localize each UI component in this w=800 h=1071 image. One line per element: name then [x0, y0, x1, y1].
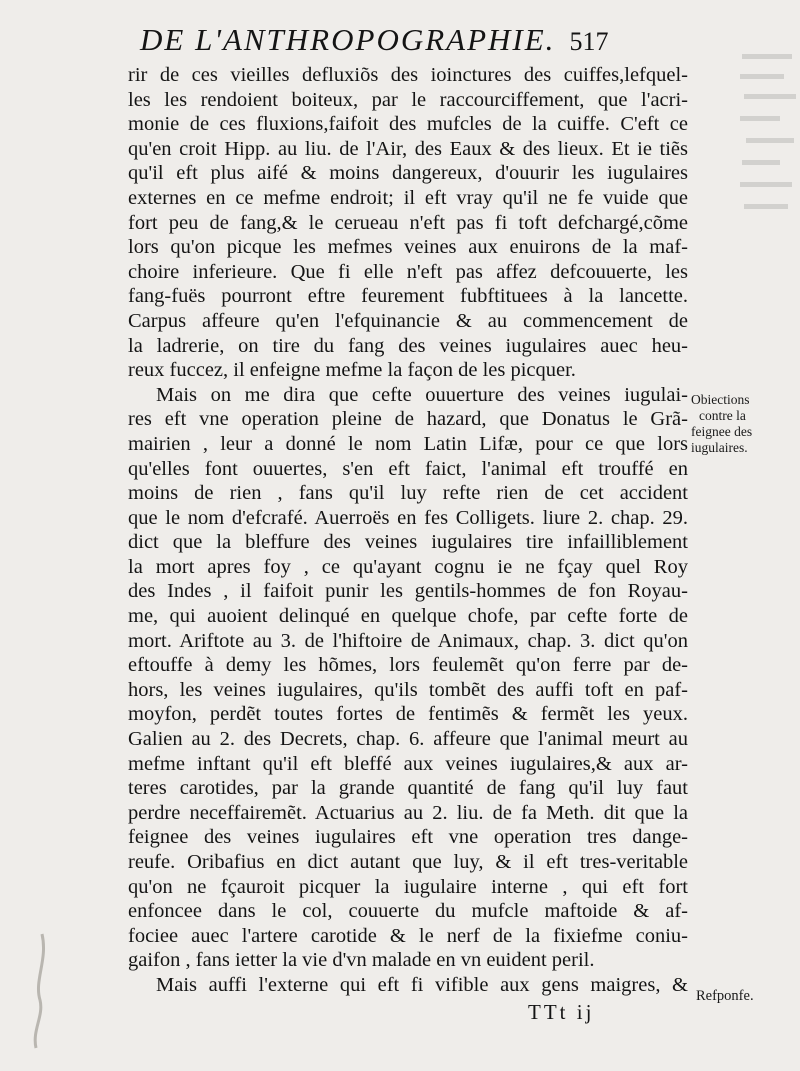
text-line: perdre neceffairemẽt. Actuarius au 2. liu. de fa Meth. dit que la: [128, 801, 688, 824]
text-line: eftouffe à demy les hõmes, lors feulemẽt qu'on ferre par de-: [128, 654, 688, 677]
margin-note-line: feignee des: [691, 424, 753, 439]
text-line: fang-fuës pourront eftre feurement fubftituees à la lancette.: [128, 285, 688, 308]
text-line: externes en ce mefme endroit; il eft vray qu'il ne fe vuide que: [128, 186, 688, 209]
text-line: Mais auffi l'externe qui eft fi vifible aux gens maigres, &: [156, 973, 688, 996]
text-line: qu'elles font ouuertes, s'en eft faict, l'animal eft trouffé en: [128, 457, 688, 480]
signature-mark: TTt ij: [528, 1000, 595, 1024]
text-line: que le nom d'efcrafé. Auerroës en fes Colligets. liure 2. chap. 29.: [128, 506, 688, 529]
margin-note-objections: [691, 392, 796, 456]
margin-note-line: contre la: [699, 408, 746, 423]
text-line: mairien , leur a donné le nom Latin Lifæ, pour ce que lors: [128, 432, 688, 455]
margin-note-line: Obiections: [691, 392, 750, 407]
text-line: gaifon , fans ietter la vie d'vn malade en vn euident peril.: [128, 949, 595, 972]
page-number: 517: [569, 27, 609, 56]
margin-note-line: iugulaires.: [691, 440, 748, 455]
text-line: reufe. Oribafius en dict autant que luy, & il eft tres-veritable: [128, 851, 688, 873]
text-line: des Indes , il faifoit punir les gentils-hommes de fon Royau-: [128, 580, 688, 603]
text-line: lors qu'on picque les mefmes veines aux enuirons de la maf-: [128, 236, 688, 259]
text-line: feignee des veines iugulaires eft vne operation tres dange-: [128, 826, 688, 849]
text-line: rir de ces vieilles defluxiõs des ioinctures des cuiffes,lefquel-: [128, 64, 688, 86]
text-line: mort. Ariftote au 3. de l'hiftoire de Animaux, chap. 3. dict qu'on: [128, 629, 688, 652]
text-line: teres carotides, par la grande quantité de fang qu'il luy faut: [128, 777, 688, 800]
text-line: Galien au 2. des Decrets, chap. 6. affeure que l'animal meurt au: [128, 728, 688, 751]
text-line: hors, les veines iugulaires, qu'ils tombẽt des auffi toft en paf-: [128, 678, 688, 701]
header-title: DE L'ANTHROPOGRAPHIE.: [140, 22, 556, 57]
text-line: reux fuccez, il enfeigne mefme la façon de les picquer.: [128, 359, 576, 382]
text-line: qu'il eft plus aifé & moins dangereux, d'ouurir les iugulaires: [128, 162, 688, 185]
text-line: moyfon, perdẽt toutes fortes de fentimẽs & fermẽt les yeux.: [128, 703, 688, 726]
text-line: enfoncee dans le col, couuerte du mufcle maftoide & af-: [128, 900, 688, 923]
page-stain: [20, 930, 60, 1050]
text-line: les les rendoient boiteux, par le raccourciffement, que l'acri-: [128, 88, 688, 111]
text-line: qu'on ne fçauroit picquer la iugulaire interne , qui eft fort: [128, 875, 688, 898]
text-line: la ladrerie, on tire du fang des veines iugulaires auec heu-: [128, 334, 688, 357]
body-text: [128, 63, 688, 998]
text-line: la mort apres foy , ce qu'ayant cognu ie ne fçay quel Roy: [128, 555, 688, 578]
text-line: dict que la bleffure des veines iugulaires tire infailliblement: [128, 531, 688, 554]
running-header: [140, 22, 670, 58]
text-line: me, qui auoient delinqué en quelque chofe, par cefte forte de: [128, 605, 688, 628]
text-line: fort peu de fang,& le cerueau n'eft pas fi toft defchargé,cõme: [128, 211, 688, 234]
show-through-text: [736, 40, 800, 360]
text-line: Mais on me dira que cefte ouuerture des veines iugulai-: [156, 383, 688, 406]
text-line: choire inferieure. Que fi elle n'eft pas affez defcouuerte, les: [128, 260, 688, 283]
text-line: qu'en croit Hipp. au liu. de l'Air, des Eaux & des lieux. Et ie tiẽs: [128, 137, 688, 160]
text-line: mefme inftant qu'il eft bleffé aux veines iugulaires,& aux ar-: [128, 752, 688, 775]
margin-note-response: Refponfe.: [696, 988, 754, 1004]
text-line: Carpus affeure qu'en l'efquinancie & au commencement de: [128, 309, 688, 332]
text-line: monie de ces fluxions,faifoit des mufcles de la cuiffe. C'eft ce: [128, 113, 688, 136]
text-line: moins de rien , fans qu'il luy refte rien de cet accident: [128, 482, 688, 505]
text-line: fociee auec l'artere carotide & le nerf de la fixiefme coniu-: [128, 924, 688, 947]
text-line: res eft vne operation pleine de hazard, que Donatus le Grã-: [128, 408, 688, 431]
